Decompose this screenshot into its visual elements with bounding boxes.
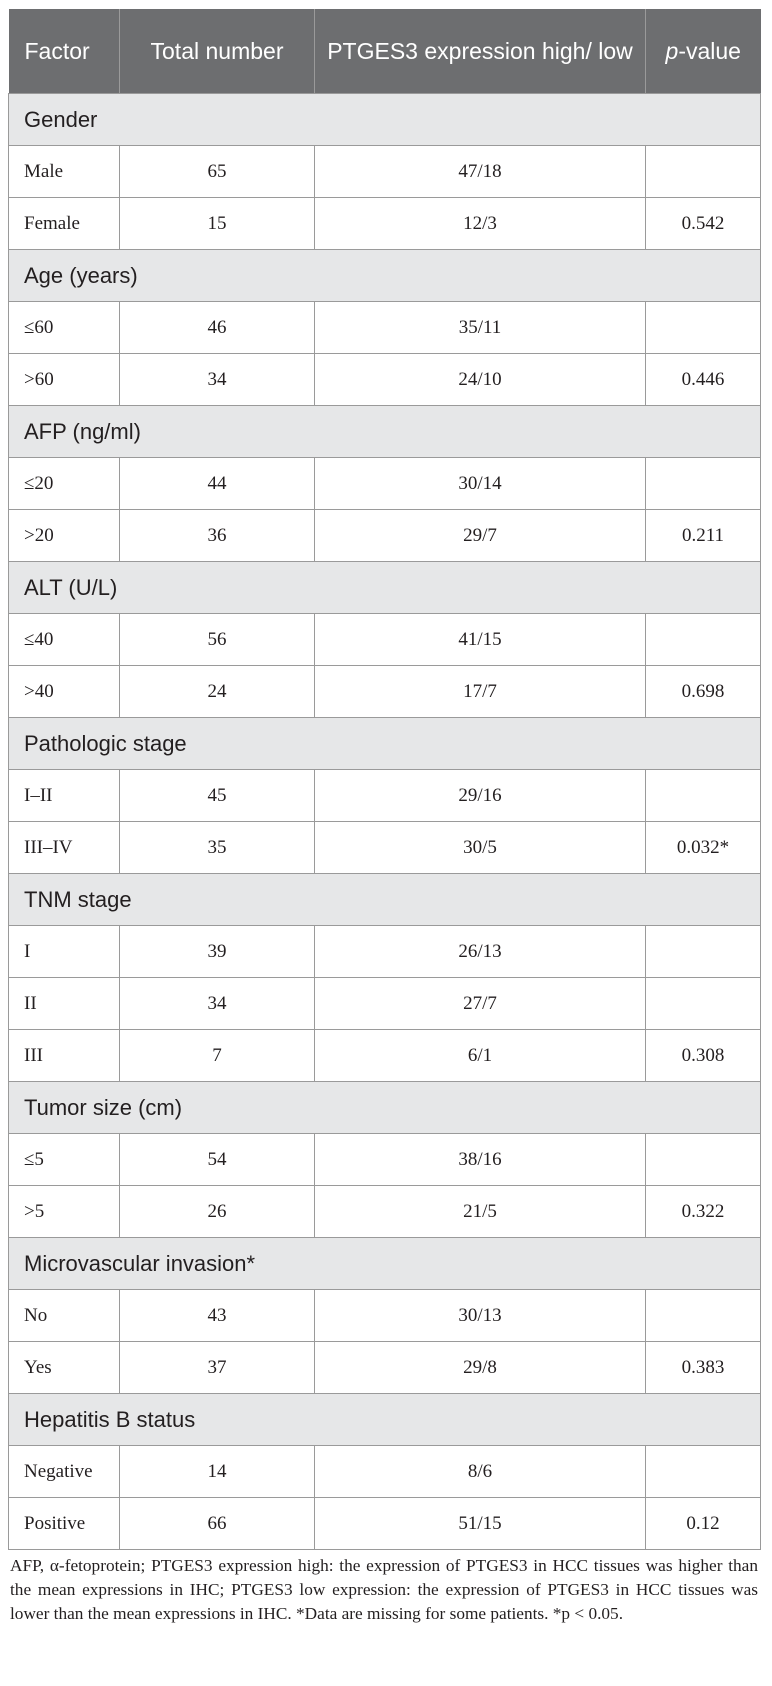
cell-total: 45 xyxy=(120,770,315,822)
cell-total: 34 xyxy=(120,354,315,406)
cell-total: 43 xyxy=(120,1290,315,1342)
cell-p-value: 0.12 xyxy=(646,1498,761,1550)
group-row xyxy=(9,1082,761,1134)
cell-total: 36 xyxy=(120,510,315,562)
cell-p-value: 0.383 xyxy=(646,1342,761,1394)
table-row xyxy=(9,666,761,718)
group-label: Pathologic stage xyxy=(9,718,761,770)
cell-expression: 41/15 xyxy=(315,614,646,666)
table-row xyxy=(9,1446,761,1498)
cell-factor: No xyxy=(9,1290,120,1342)
cell-factor: ≤40 xyxy=(9,614,120,666)
cell-total: 35 xyxy=(120,822,315,874)
cell-expression: 12/3 xyxy=(315,198,646,250)
cell-factor: I xyxy=(9,926,120,978)
header-expression: PTGES3 expression high/ low xyxy=(315,9,646,94)
cell-p-value xyxy=(646,614,761,666)
cell-total: 56 xyxy=(120,614,315,666)
cell-p-value xyxy=(646,1446,761,1498)
cell-p-value xyxy=(646,770,761,822)
header-p-rest: -value xyxy=(678,37,741,64)
cell-p-value: 0.211 xyxy=(646,510,761,562)
cell-factor: Male xyxy=(9,146,120,198)
cell-p-value xyxy=(646,302,761,354)
cell-factor: Female xyxy=(9,198,120,250)
cell-p-value xyxy=(646,1134,761,1186)
table-row xyxy=(9,614,761,666)
cell-expression: 8/6 xyxy=(315,1446,646,1498)
cell-expression: 24/10 xyxy=(315,354,646,406)
table-row xyxy=(9,1134,761,1186)
table-row xyxy=(9,1498,761,1550)
cell-p-value: 0.308 xyxy=(646,1030,761,1082)
cell-p-value: 0.322 xyxy=(646,1186,761,1238)
cell-total: 54 xyxy=(120,1134,315,1186)
cell-expression: 6/1 xyxy=(315,1030,646,1082)
group-row xyxy=(9,562,761,614)
cell-factor: III xyxy=(9,1030,120,1082)
cell-factor: Negative xyxy=(9,1446,120,1498)
table-row xyxy=(9,458,761,510)
cell-factor: ≤5 xyxy=(9,1134,120,1186)
cell-total: 14 xyxy=(120,1446,315,1498)
table-row xyxy=(9,354,761,406)
cell-p-value: 0.032* xyxy=(646,822,761,874)
header-p-italic: p xyxy=(665,37,679,64)
table-row xyxy=(9,978,761,1030)
cell-total: 37 xyxy=(120,1342,315,1394)
cell-expression: 21/5 xyxy=(315,1186,646,1238)
table-footnote: AFP, α-fetoprotein; PTGES3 expression high: the expression of PTGES3 in HCC tissues was higher than the mean expressions in IHC; PTGES3 low expression: the expression of PTGES3 in HCC tissues was lower than the mean expressions in IHC. *Data are missing for some patients. *p < 0.05. xyxy=(10,1556,758,1623)
cell-expression: 35/11 xyxy=(315,302,646,354)
cell-factor: >20 xyxy=(9,510,120,562)
cell-expression: 29/16 xyxy=(315,770,646,822)
cell-expression: 30/5 xyxy=(315,822,646,874)
cell-expression: 30/14 xyxy=(315,458,646,510)
cell-factor: >5 xyxy=(9,1186,120,1238)
cell-p-value xyxy=(646,926,761,978)
group-row xyxy=(9,406,761,458)
table-container xyxy=(8,9,760,1626)
group-label: AFP (ng/ml) xyxy=(9,406,761,458)
cell-expression: 29/7 xyxy=(315,510,646,562)
group-row xyxy=(9,718,761,770)
table-row xyxy=(9,146,761,198)
cell-factor: ≤20 xyxy=(9,458,120,510)
group-label: Tumor size (cm) xyxy=(9,1082,761,1134)
cell-p-value: 0.698 xyxy=(646,666,761,718)
cell-factor: III–IV xyxy=(9,822,120,874)
cell-total: 34 xyxy=(120,978,315,1030)
cell-p-value xyxy=(646,978,761,1030)
table-row xyxy=(9,1030,761,1082)
header-factor: Factor xyxy=(9,9,120,94)
header-total-number: Total number xyxy=(120,9,315,94)
group-label: Hepatitis B status xyxy=(9,1394,761,1446)
cell-expression: 30/13 xyxy=(315,1290,646,1342)
cell-total: 26 xyxy=(120,1186,315,1238)
group-label: Age (years) xyxy=(9,250,761,302)
cell-factor: Positive xyxy=(9,1498,120,1550)
group-label: Microvascular invasion* xyxy=(9,1238,761,1290)
table-row xyxy=(9,1186,761,1238)
cell-total: 65 xyxy=(120,146,315,198)
table-body xyxy=(9,94,761,1550)
cell-factor: ≤60 xyxy=(9,302,120,354)
table-row xyxy=(9,822,761,874)
table-row xyxy=(9,510,761,562)
cell-total: 15 xyxy=(120,198,315,250)
cell-factor: >40 xyxy=(9,666,120,718)
cell-factor: >60 xyxy=(9,354,120,406)
table-header xyxy=(9,9,761,94)
group-label: Gender xyxy=(9,94,761,146)
header-p-value xyxy=(646,9,761,94)
table-row xyxy=(9,770,761,822)
cell-p-value: 0.542 xyxy=(646,198,761,250)
cell-total: 44 xyxy=(120,458,315,510)
cell-total: 7 xyxy=(120,1030,315,1082)
group-label: ALT (U/L) xyxy=(9,562,761,614)
cell-expression: 51/15 xyxy=(315,1498,646,1550)
cell-expression: 47/18 xyxy=(315,146,646,198)
group-label: TNM stage xyxy=(9,874,761,926)
cell-total: 24 xyxy=(120,666,315,718)
cell-total: 46 xyxy=(120,302,315,354)
group-row xyxy=(9,874,761,926)
cell-expression: 26/13 xyxy=(315,926,646,978)
table-row xyxy=(9,302,761,354)
table-row xyxy=(9,926,761,978)
table-row xyxy=(9,1342,761,1394)
group-row xyxy=(9,250,761,302)
table-row xyxy=(9,198,761,250)
cell-total: 66 xyxy=(120,1498,315,1550)
cell-expression: 38/16 xyxy=(315,1134,646,1186)
cell-expression: 17/7 xyxy=(315,666,646,718)
group-row xyxy=(9,94,761,146)
cell-p-value xyxy=(646,146,761,198)
cell-factor: Yes xyxy=(9,1342,120,1394)
table-row xyxy=(9,1290,761,1342)
cell-total: 39 xyxy=(120,926,315,978)
clinical-correlation-table xyxy=(8,9,761,1550)
cell-factor: I–II xyxy=(9,770,120,822)
group-row xyxy=(9,1394,761,1446)
cell-p-value: 0.446 xyxy=(646,354,761,406)
group-row xyxy=(9,1238,761,1290)
cell-p-value xyxy=(646,458,761,510)
cell-factor: II xyxy=(9,978,120,1030)
cell-p-value xyxy=(646,1290,761,1342)
cell-expression: 27/7 xyxy=(315,978,646,1030)
cell-expression: 29/8 xyxy=(315,1342,646,1394)
